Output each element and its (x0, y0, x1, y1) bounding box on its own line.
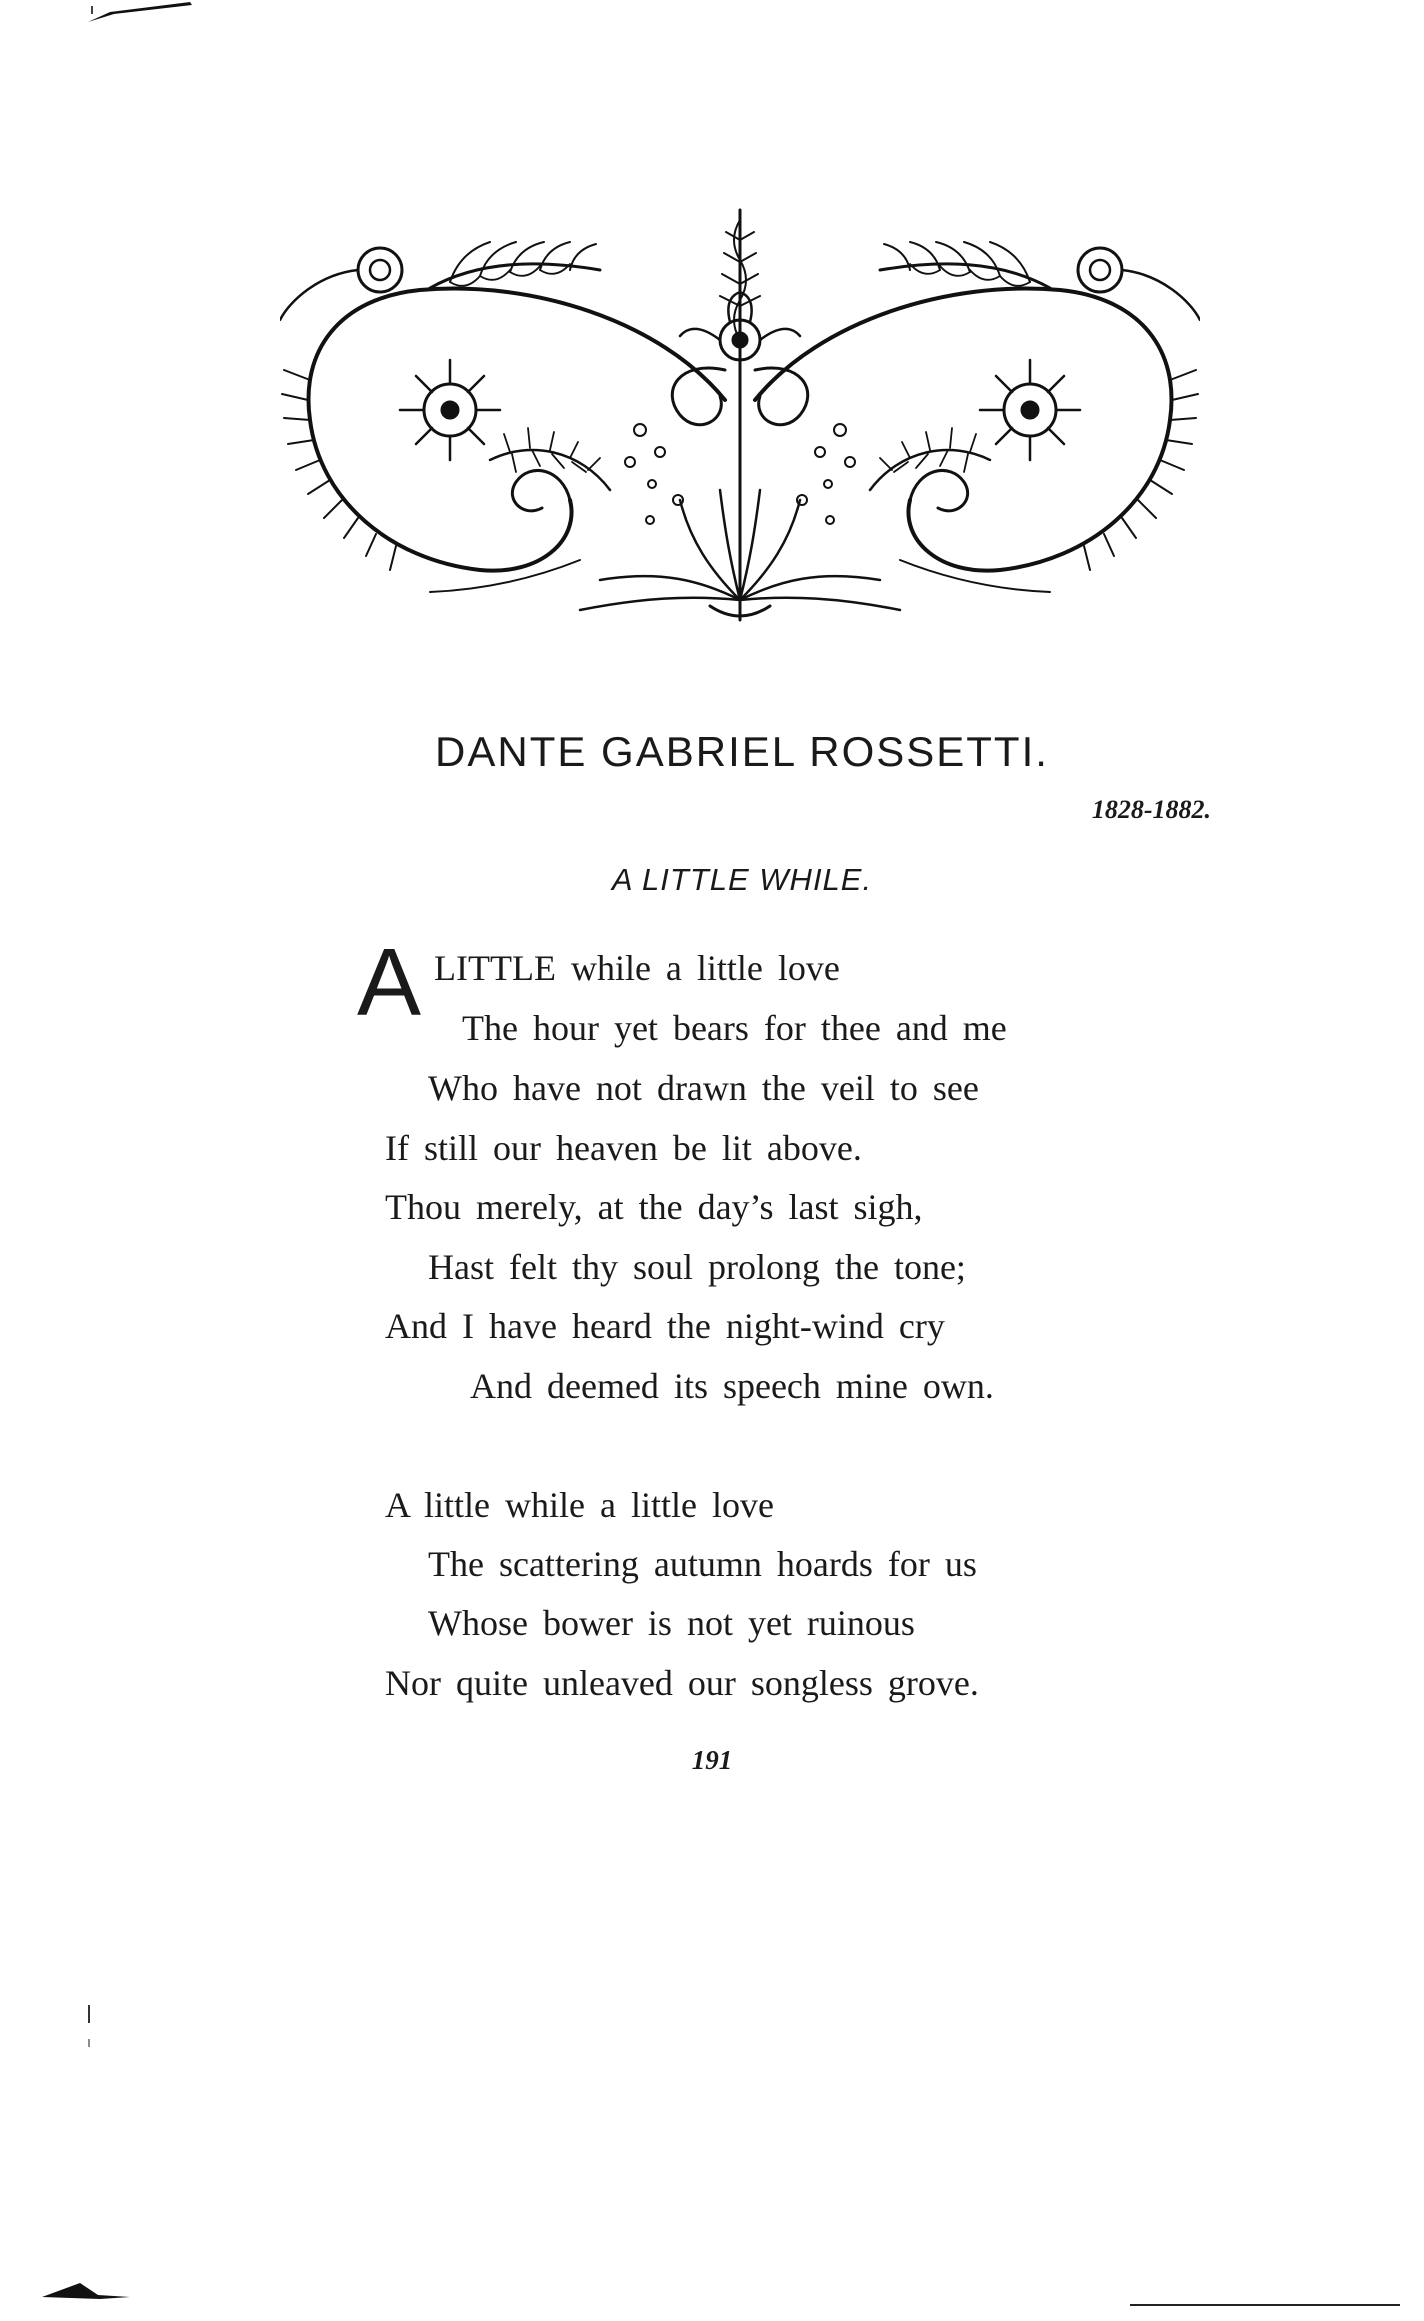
author-dates: 1828-1882. (1091, 795, 1211, 824)
margin-marks-left (84, 2005, 94, 2065)
poem-line: Nor quite unleaved our songless grove. (385, 1663, 979, 1703)
poem-line: A little while a little love (385, 1485, 774, 1525)
page-number: 191 (691, 1745, 733, 1775)
poem-title: A LITTLE WHILE. (611, 862, 873, 897)
scan-mark-top-left (80, 0, 200, 30)
poem-line: And I have heard the night-wind cry (385, 1306, 945, 1346)
poem-line: Who have not drawn the veil to see (428, 1068, 979, 1108)
drop-cap: A (357, 929, 422, 1036)
poem-line: The scattering autumn hoards for us (428, 1544, 977, 1584)
bottom-right-rule (1130, 2300, 1400, 2310)
poem-line: Hast felt thy soul prolong the tone; (428, 1247, 966, 1287)
poem-line: The hour yet bears for thee and me (462, 1008, 1007, 1048)
poem-line: LITTLE while a little love (434, 948, 840, 988)
poem-line: If still our heaven be lit above. (385, 1128, 862, 1168)
floral-headpiece-ornament (280, 200, 1200, 630)
poem-line: Thou merely, at the day’s last sigh, (385, 1187, 923, 1227)
author-heading: DANTE GABRIEL ROSSETTI. (435, 728, 1049, 775)
poem-line: And deemed its speech mine own. (470, 1366, 994, 1406)
scan-mark-bottom-left (40, 2275, 140, 2305)
poem-line: Whose bower is not yet ruinous (428, 1603, 915, 1643)
